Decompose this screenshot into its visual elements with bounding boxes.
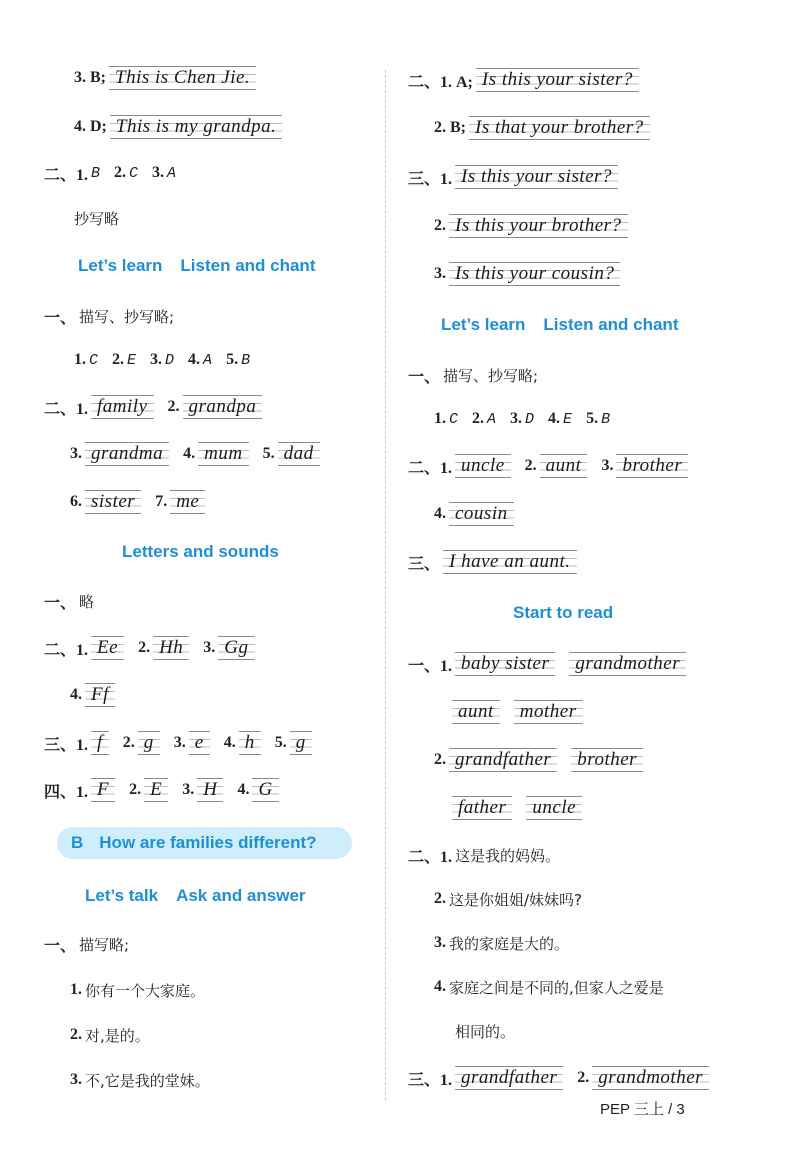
answer-text: 对,是的。 xyxy=(85,1026,150,1045)
answer-text: 相同的。 xyxy=(455,1022,516,1041)
choice-answer: E xyxy=(563,410,573,428)
item-number: 3. B; xyxy=(74,69,106,86)
answer-text: 抄写略 xyxy=(74,209,120,228)
left-answer-line xyxy=(74,111,282,143)
left-answer-line: 2. 对,是的。 xyxy=(70,1026,150,1045)
choice-answer: C xyxy=(89,351,99,369)
handwritten-answer: aunt xyxy=(540,454,588,478)
left-answer-line xyxy=(74,202,119,234)
right-answer-line: 3. 我的家庭是大的。 xyxy=(434,934,570,953)
right-answer-line: 一、1. baby sister grandmother xyxy=(408,648,686,680)
section-number: 二、1. xyxy=(44,166,89,184)
right-answer-line: 2. 这是你姐姐/妹妹吗? xyxy=(434,890,583,909)
right-answer-line: 2. B; Is that your brother? xyxy=(434,112,650,144)
item-number: 3. xyxy=(152,164,165,181)
left-answer-line: 一、 略 xyxy=(44,592,95,612)
right-answer-line xyxy=(455,1015,515,1047)
banner-letter: B xyxy=(71,833,84,852)
handwritten-answer: uncle xyxy=(526,796,582,820)
answer-text: 家庭之间是不同的,但家人之爱是 xyxy=(449,978,664,997)
left-answer-line: 3. grandma 4. mum 5. dad xyxy=(70,438,320,470)
unit-banner xyxy=(57,827,352,859)
section-heading: Letters and sounds xyxy=(122,542,279,561)
answer-text: 描写、抄写略; xyxy=(79,307,175,326)
section-heading: Let’s learn Listen and chant xyxy=(78,256,316,275)
section-heading: Let’s talk Ask and answer xyxy=(85,886,306,905)
right-answer-line: 2. Is this your brother? xyxy=(434,210,628,242)
handwritten-answer: e xyxy=(189,731,210,755)
handwritten-answer: Hh xyxy=(153,636,189,660)
handwritten-answer: Is this your cousin? xyxy=(449,262,620,286)
choice-answer: E xyxy=(127,351,137,369)
handwritten-answer: g xyxy=(290,731,312,755)
left-answer-line: 一、 描写略; xyxy=(44,935,130,955)
answer-text: 这是你姐姐/妹妹吗? xyxy=(449,890,583,909)
handwritten-answer: sister xyxy=(85,490,141,514)
right-answer-line: 三、1. grandfather 2. grandmother xyxy=(408,1062,709,1094)
left-answer-line: 四、1. F 2. E 3. H 4. G xyxy=(44,774,279,806)
choice-answer: D xyxy=(525,410,535,428)
choice-answer: B xyxy=(91,164,101,182)
left-answer-line xyxy=(44,157,190,189)
left-answer-line xyxy=(44,300,174,332)
item-number: 4. D; xyxy=(74,118,107,135)
choice-answer: B xyxy=(241,351,251,369)
handwritten-answer: brother xyxy=(616,454,688,478)
right-answer-line: 4. 家庭之间是不同的,但家人之爱是 xyxy=(434,978,664,997)
handwritten-answer: baby sister xyxy=(455,652,555,676)
handwritten-answer: Is this your brother? xyxy=(449,214,628,238)
left-answer-line: 3. 不,它是我的堂妹。 xyxy=(70,1071,210,1090)
left-answer-line: 1. 你有一个大家庭。 xyxy=(70,981,206,1000)
banner-title: How are families different? xyxy=(99,833,317,852)
answer-text: 我的家庭是大的。 xyxy=(449,934,570,953)
choice-answer: A xyxy=(203,351,213,369)
handwritten-answer: F xyxy=(91,778,115,802)
handwritten-answer: Ee xyxy=(91,636,124,660)
handwritten-answer: me xyxy=(170,490,205,514)
column-divider xyxy=(385,70,386,1100)
right-answer-line: 3. Is this your cousin? xyxy=(434,258,620,290)
section-number: 一、 xyxy=(44,309,77,327)
handwritten-answer: grandfather xyxy=(455,1066,563,1090)
handwritten-answer: family xyxy=(91,395,154,419)
handwritten-answer: father xyxy=(452,796,512,820)
left-answer-line: 二、1. family 2. grandpa xyxy=(44,391,262,423)
left-answer-line: 4. Ff xyxy=(70,679,115,711)
right-answer-line: 4. cousin xyxy=(434,498,514,530)
answer-text: 你有一个大家庭。 xyxy=(85,981,206,1000)
handwritten-answer: This is Chen Jie. xyxy=(109,66,256,90)
handwritten-answer: grandmother xyxy=(569,652,686,676)
page-footer: PEP 三上 / 3 xyxy=(600,1101,685,1118)
right-answer-line xyxy=(452,696,583,728)
answer-text: 这是我的妈妈。 xyxy=(455,846,561,865)
handwritten-answer: Gg xyxy=(218,636,254,660)
choice-answer: D xyxy=(165,351,175,369)
handwritten-answer: grandma xyxy=(85,442,169,466)
handwritten-answer: cousin xyxy=(449,502,514,526)
handwritten-answer: h xyxy=(239,731,261,755)
answer-text: 不,它是我的堂妹。 xyxy=(85,1071,210,1090)
handwritten-answer: mother xyxy=(514,700,583,724)
answer-text: 略 xyxy=(79,592,95,611)
handwritten-answer: f xyxy=(91,731,109,755)
right-answer-line: 一、 描写、抄写略; xyxy=(408,366,539,386)
choice-answer: C xyxy=(449,410,459,428)
left-answer-line: 三、1. f 2. g 3. e 4. h 5. g xyxy=(44,727,312,759)
right-answer-line: 三、 I have an aunt. xyxy=(408,546,577,578)
handwritten-answer: Is that your brother? xyxy=(469,116,650,140)
answer-text: 描写、抄写略; xyxy=(443,366,539,385)
handwritten-answer: G xyxy=(252,778,278,802)
handwritten-answer: aunt xyxy=(452,700,500,724)
handwritten-answer: Is this your sister? xyxy=(476,68,639,92)
right-answer-line xyxy=(452,792,582,824)
handwritten-answer: brother xyxy=(571,748,643,772)
right-answer-line: 二、1. uncle 2. aunt 3. brother xyxy=(408,450,688,482)
section-heading: Start to read xyxy=(513,603,614,622)
handwritten-answer: grandfather xyxy=(449,748,557,772)
right-answer-line: 2. grandfather brother xyxy=(434,744,643,776)
right-answer-line: 三、1. Is this your sister? xyxy=(408,161,618,193)
handwritten-answer: dad xyxy=(278,442,320,466)
left-answer-line: 1. C 2. E 3. D 4. A 5. B xyxy=(74,351,251,369)
right-answer-line: 二、1. A; Is this your sister? xyxy=(408,64,639,96)
choice-answer: C xyxy=(129,164,139,182)
left-answer-line: 二、1. Ee 2. Hh 3. Gg xyxy=(44,632,255,664)
left-answer-line xyxy=(74,62,256,94)
answer-text: 描写略; xyxy=(79,935,130,954)
handwritten-answer: uncle xyxy=(455,454,511,478)
handwritten-answer: grandpa xyxy=(183,395,263,419)
item-number: 2. xyxy=(114,164,127,181)
handwritten-answer: grandmother xyxy=(592,1066,709,1090)
left-answer-line: 6. sister 7. me xyxy=(70,486,205,518)
choice-answer: B xyxy=(601,410,611,428)
choice-answer: A xyxy=(167,164,177,182)
handwritten-answer: mum xyxy=(198,442,248,466)
choice-answer: A xyxy=(487,410,497,428)
right-answer-line: 二、1. 这是我的妈妈。 xyxy=(408,846,561,866)
handwritten-answer: E xyxy=(144,778,168,802)
handwritten-answer: H xyxy=(197,778,223,802)
handwritten-answer: I have an aunt. xyxy=(443,550,576,574)
handwritten-answer: Is this your sister? xyxy=(455,165,618,189)
right-answer-line: 1. C 2. A 3. D 4. E 5. B xyxy=(434,410,611,428)
handwritten-answer: This is my grandpa. xyxy=(110,115,282,139)
section-heading: Let’s learn Listen and chant xyxy=(441,315,679,334)
handwritten-answer: g xyxy=(138,731,160,755)
handwritten-answer: Ff xyxy=(85,683,115,707)
